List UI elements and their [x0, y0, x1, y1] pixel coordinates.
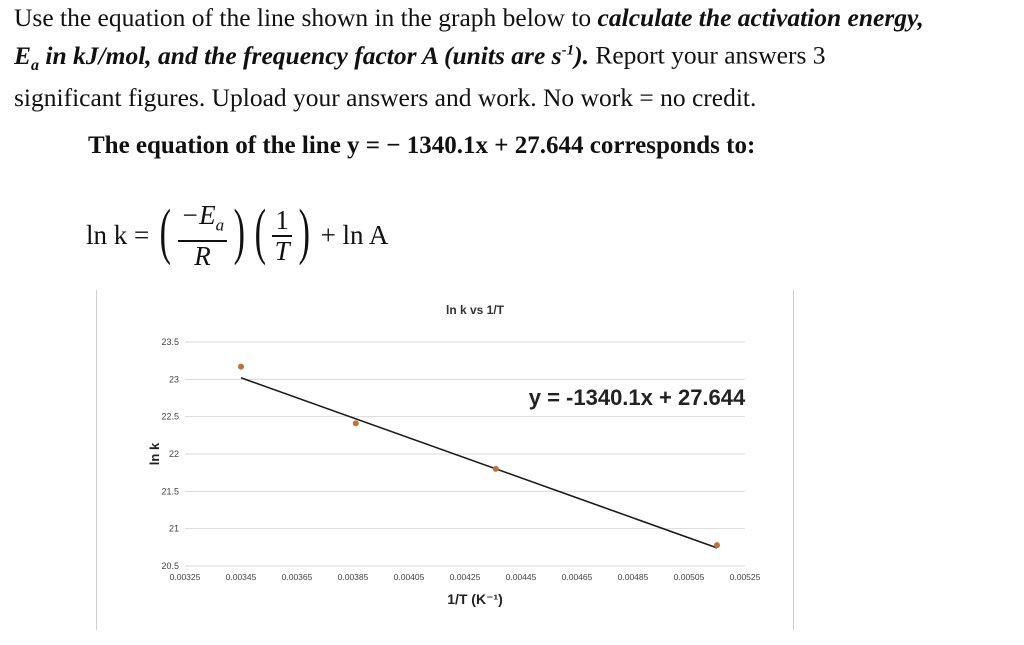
data-point	[714, 542, 720, 548]
x-tick-label: 0.00485	[617, 572, 649, 582]
question-line1-emph: calculate the activation energy,	[597, 3, 924, 32]
equation-statement: The equation of the line y = − 1340.1x + 27.644 corresponds to:	[88, 132, 756, 159]
fraction-one-t	[272, 205, 292, 265]
chart-svg	[97, 290, 793, 630]
frac-num-ea: −E	[180, 199, 216, 230]
x-tick-label: 0.00505	[673, 572, 705, 582]
question-text	[14, 2, 1014, 114]
x-tick-label: 0.00525	[729, 572, 761, 582]
data-point	[238, 364, 244, 370]
question-line2-emph-end: ).	[574, 40, 589, 70]
data-point	[493, 466, 499, 472]
fraction-ea-r	[178, 200, 227, 270]
x-tick-label: 0.00425	[449, 572, 481, 582]
data-point	[353, 420, 359, 426]
y-axis-label: ln k	[147, 442, 162, 466]
chart-container	[96, 290, 794, 630]
y-tick-label: 22.5	[161, 411, 179, 422]
formula-lhs: ln k =	[86, 219, 150, 250]
x-tick-label: 0.00465	[561, 572, 593, 582]
x-tick-label: 0.00405	[393, 572, 425, 582]
y-tick-label: 23.5	[161, 337, 179, 347]
y-tick-label: 23	[168, 374, 179, 385]
trendline-equation: y = -1340.1x + 27.644	[528, 385, 746, 410]
y-tick-label: 21.5	[161, 486, 179, 497]
question-line2-emph: in kJ/mol, and the frequency factor A (units are s	[39, 40, 562, 70]
frac-den-r: R	[194, 241, 211, 272]
question-line2-plain: Report your answers 3	[588, 40, 826, 70]
y-tick-label: 21	[168, 523, 179, 534]
x-tick-label: 0.00325	[169, 572, 201, 582]
y-tick-label: 22	[168, 449, 179, 459]
x-tick-label: 0.00385	[337, 572, 369, 582]
chart-title: ln k vs 1/T	[445, 303, 505, 317]
question-ea-sub: a	[31, 56, 40, 74]
frac-num-ea-sub: a	[215, 215, 225, 235]
question-line3: significant figures. Upload your answers and work. No work = no credit.	[14, 82, 757, 112]
x-axis-label: 1/T (K⁻¹)	[447, 591, 503, 607]
x-tick-label: 0.00365	[281, 572, 313, 582]
arrhenius-formula: ln k = ( $\frac{-E_a}{R}$ ) ( $\frac{1}{T}$ ) + ln A	[86, 198, 389, 272]
formula-rhs: + ln A	[320, 219, 389, 250]
question-unit-sup: -1	[561, 42, 575, 58]
x-tick-label: 0.00445	[505, 572, 537, 582]
frac-num-one: 1	[272, 205, 292, 237]
question-line1-plain: Use the equation of the line shown in the graph below to	[14, 3, 598, 32]
y-tick-label: 20.5	[161, 561, 179, 571]
frac-den-t: T	[274, 236, 290, 266]
x-tick-label: 0.00345	[225, 572, 257, 582]
question-ea-symbol: E	[14, 40, 32, 70]
